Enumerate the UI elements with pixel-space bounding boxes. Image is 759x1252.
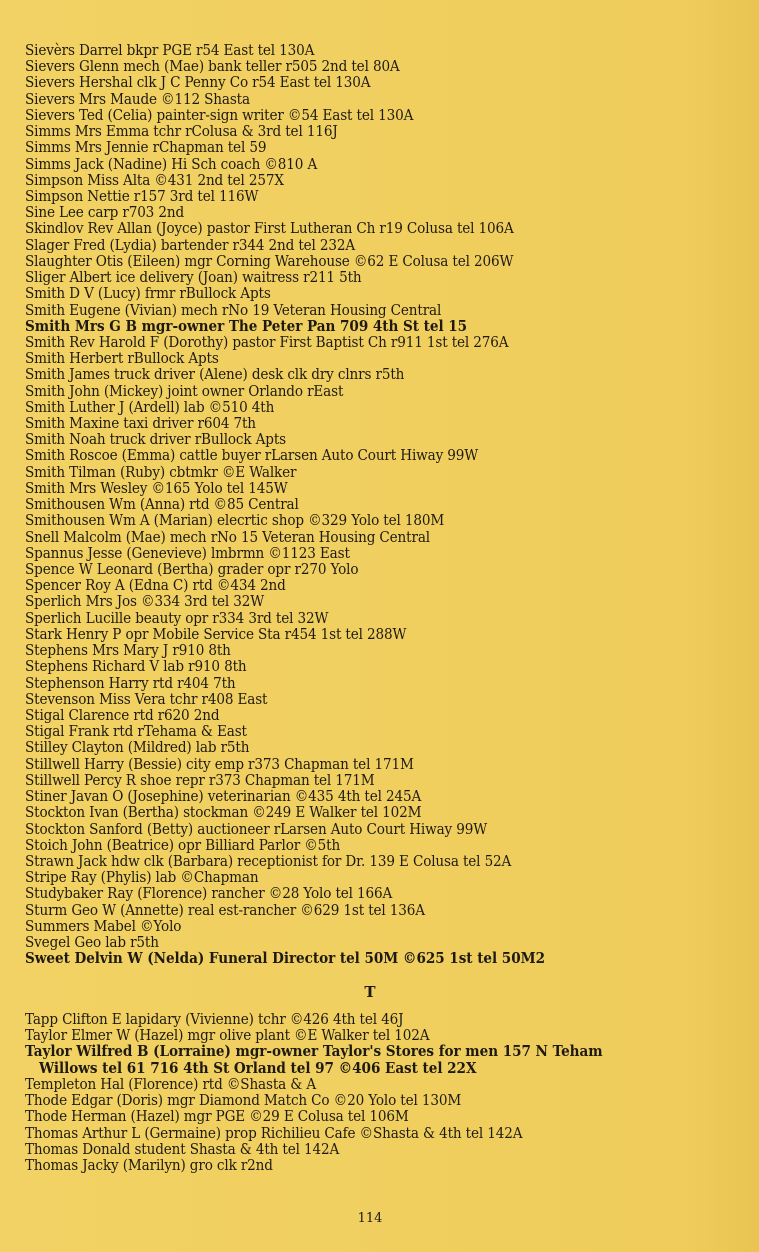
directory-entry: Taylor Elmer W (Hazel) mgr olive plant ©E Walker tel 102A	[25, 1027, 430, 1045]
s-section-listing	[25, 43, 750, 967]
directory-entry: Snell Malcolm (Mae) mech rNo 15 Veteran Housing Central	[25, 528, 430, 546]
directory-entry: Sievèrs Darrel bkpr PGE r54 East tel 130A	[25, 42, 315, 59]
directory-entry: Smith John (Mickey) joint owner Orlando rEast	[25, 382, 344, 400]
directory-entry: Slaughter Otis (Eileen) mgr Corning Warehouse ©62 E Colusa tel 206W	[25, 252, 514, 270]
directory-entry: Stephens Richard V lab r910 8th	[25, 658, 247, 676]
directory-entry: Stephenson Harry rtd r404 7th	[25, 674, 236, 692]
directory-entry: Sperlich Mrs Jos ©334 3rd tel 32W	[25, 593, 265, 611]
directory-entry: Stilley Clayton (Mildred) lab r5th	[25, 739, 250, 757]
directory-entry-continuation: Willows tel 61 716 4th St Orland tel 97 ©406 East tel 22X	[38, 1059, 477, 1077]
directory-entry: Stephens Mrs Mary J r910 8th	[25, 642, 231, 660]
directory-entry: Sweet Delvin W (Nelda) Funeral Director tel 50M ©625 1st tel 50M2	[25, 950, 545, 968]
directory-entry: Studybaker Ray (Florence) rancher ©28 Yolo tel 166A	[25, 885, 393, 903]
directory-entry: Sievers Glenn mech (Mae) bank teller r505 2nd tel 80A	[25, 58, 400, 76]
directory-entry: Smithousen Wm A (Marian) elecrtic shop ©329 Yolo tel 180M	[25, 512, 445, 530]
directory-entry: Smith Mrs Wesley ©165 Yolo tel 145W	[25, 479, 288, 497]
directory-entry: Sturm Geo W (Annette) real est-rancher ©629 1st tel 136A	[25, 901, 425, 919]
directory-entry: Spence W Leonard (Bertha) grader opr r270 Yolo	[25, 561, 359, 578]
page-number: 114	[357, 1211, 383, 1226]
directory-entry: Stiner Javan O (Josephine) veterinarian ©435 4th tel 245A	[25, 788, 422, 806]
directory-entry: Skindlov Rev Allan (Joyce) pastor First Lutheran Ch r19 Colusa tel 106A	[25, 220, 514, 238]
directory-entry: Stoich John (Beatrice) opr Billiard Parlor ©5th	[25, 836, 341, 854]
directory-entry: Smith James truck driver (Alene) desk clk dry clnrs r5th	[25, 366, 405, 384]
directory-entry: Smith Rev Harold F (Dorothy) pastor First Baptist Ch r911 1st tel 276A	[25, 333, 509, 351]
directory-entry: Smith Roscoe (Emma) cattle buyer rLarsen Auto Court Hiway 99W	[25, 447, 479, 465]
directory-entry: Simms Jack (Nadine) Hi Sch coach ©810 A	[25, 155, 318, 173]
directory-entry: Simpson Miss Alta ©431 2nd tel 257X	[25, 171, 284, 189]
directory-entry: Smith Herbert rBullock Apts	[25, 350, 219, 368]
t-section-listing	[25, 1012, 750, 1174]
directory-entry: Simpson Nettie r157 3rd tel 116W	[25, 187, 259, 205]
directory-entry: Thode Herman (Hazel) mgr PGE ©29 E Colusa tel 106M	[25, 1108, 409, 1126]
directory-entry: Sievers Ted (Celia) painter-sign writer ©54 East tel 130A	[25, 106, 414, 124]
directory-entry: Smith Tilman (Ruby) cbtmkr ©E Walker	[25, 463, 297, 481]
directory-entry: Smithousen Wm (Anna) rtd ©85 Central	[25, 496, 299, 514]
directory-entry: Tapp Clifton E lapidary (Vivienne) tchr ©426 4th tel 46J	[25, 1011, 404, 1028]
directory-entry: Stigal Frank rtd rTehama & East	[25, 723, 247, 741]
directory-entry: Spannus Jesse (Genevieve) lmbrmn ©1123 East	[25, 544, 350, 562]
directory-entry: Spencer Roy A (Edna C) rtd ©434 2nd	[25, 577, 286, 595]
directory-entry: Templeton Hal (Florence) rtd ©Shasta & A	[25, 1075, 317, 1093]
directory-entry: Smith Noah truck driver rBullock Apts	[25, 431, 286, 449]
directory-entry: Thomas Arthur L (Germaine) prop Richilieu Cafe ©Shasta & 4th tel 142A	[25, 1124, 523, 1142]
directory-entry: Simms Mrs Emma tchr rColusa & 3rd tel 116J	[25, 123, 338, 141]
directory-entry: Stillwell Harry (Bessie) city emp r373 Chapman tel 171M	[25, 755, 414, 773]
directory-entry: Smith Maxine taxi driver r604 7th	[25, 415, 256, 433]
directory-entry: Stark Henry P opr Mobile Service Sta r454 1st tel 288W	[25, 625, 407, 643]
directory-entry: Summers Mabel ©Yolo	[25, 917, 182, 935]
directory-entry: Smith Luther J (Ardell) lab ©510 4th	[25, 398, 275, 416]
directory-entry: Sperlich Lucille beauty opr r334 3rd tel 32W	[25, 609, 329, 627]
directory-entry: Simms Mrs Jennie rChapman tel 59	[25, 139, 267, 157]
directory-entry: Taylor Wilfred B (Lorraine) mgr-owner Taylor's Stores for men 157 N Teham	[25, 1043, 603, 1061]
directory-entry: Smith D V (Lucy) frmr rBullock Apts	[25, 285, 271, 303]
directory-entry: Thomas Jacky (Marilyn) gro clk r2nd	[25, 1156, 273, 1174]
section-letter-heading: T	[364, 983, 376, 1001]
directory-entry: Thode Edgar (Doris) mgr Diamond Match Co ©20 Yolo tel 130M	[25, 1092, 462, 1110]
directory-entry: Smith Eugene (Vivian) mech rNo 19 Veteran Housing Central	[25, 301, 442, 319]
directory-entry: Stigal Clarence rtd r620 2nd	[25, 706, 220, 724]
directory-entry: Sine Lee carp r703 2nd	[25, 204, 185, 222]
directory-entry: Smith Mrs G B mgr-owner The Peter Pan 709 4th St tel 15	[25, 317, 468, 335]
directory-entry: Slager Fred (Lydia) bartender r344 2nd tel 232A	[25, 236, 356, 254]
directory-entry: Svegel Geo lab r5th	[25, 934, 159, 952]
directory-entry: Stripe Ray (Phylis) lab ©Chapman	[25, 869, 259, 887]
directory-entry: Sliger Albert ice delivery (Joan) waitress r211 5th	[25, 269, 362, 287]
directory-entry: Strawn Jack hdw clk (Barbara) receptionist for Dr. 139 E Colusa tel 52A	[25, 852, 512, 870]
directory-entry: Sievers Hershal clk J C Penny Co r54 East tel 130A	[25, 74, 371, 92]
directory-entry: Stockton Ivan (Bertha) stockman ©249 E Walker tel 102M	[25, 804, 422, 822]
directory-entry: Stockton Sanford (Betty) auctioneer rLarsen Auto Court Hiway 99W	[25, 820, 488, 838]
directory-entry: Sievers Mrs Maude ©112 Shasta	[25, 90, 250, 108]
directory-entry: Stillwell Percy R shoe repr r373 Chapman tel 171M	[25, 771, 375, 789]
directory-entry: Thomas Donald student Shasta & 4th tel 142A	[25, 1140, 340, 1158]
directory-entry: Stevenson Miss Vera tchr r408 East	[25, 690, 268, 708]
